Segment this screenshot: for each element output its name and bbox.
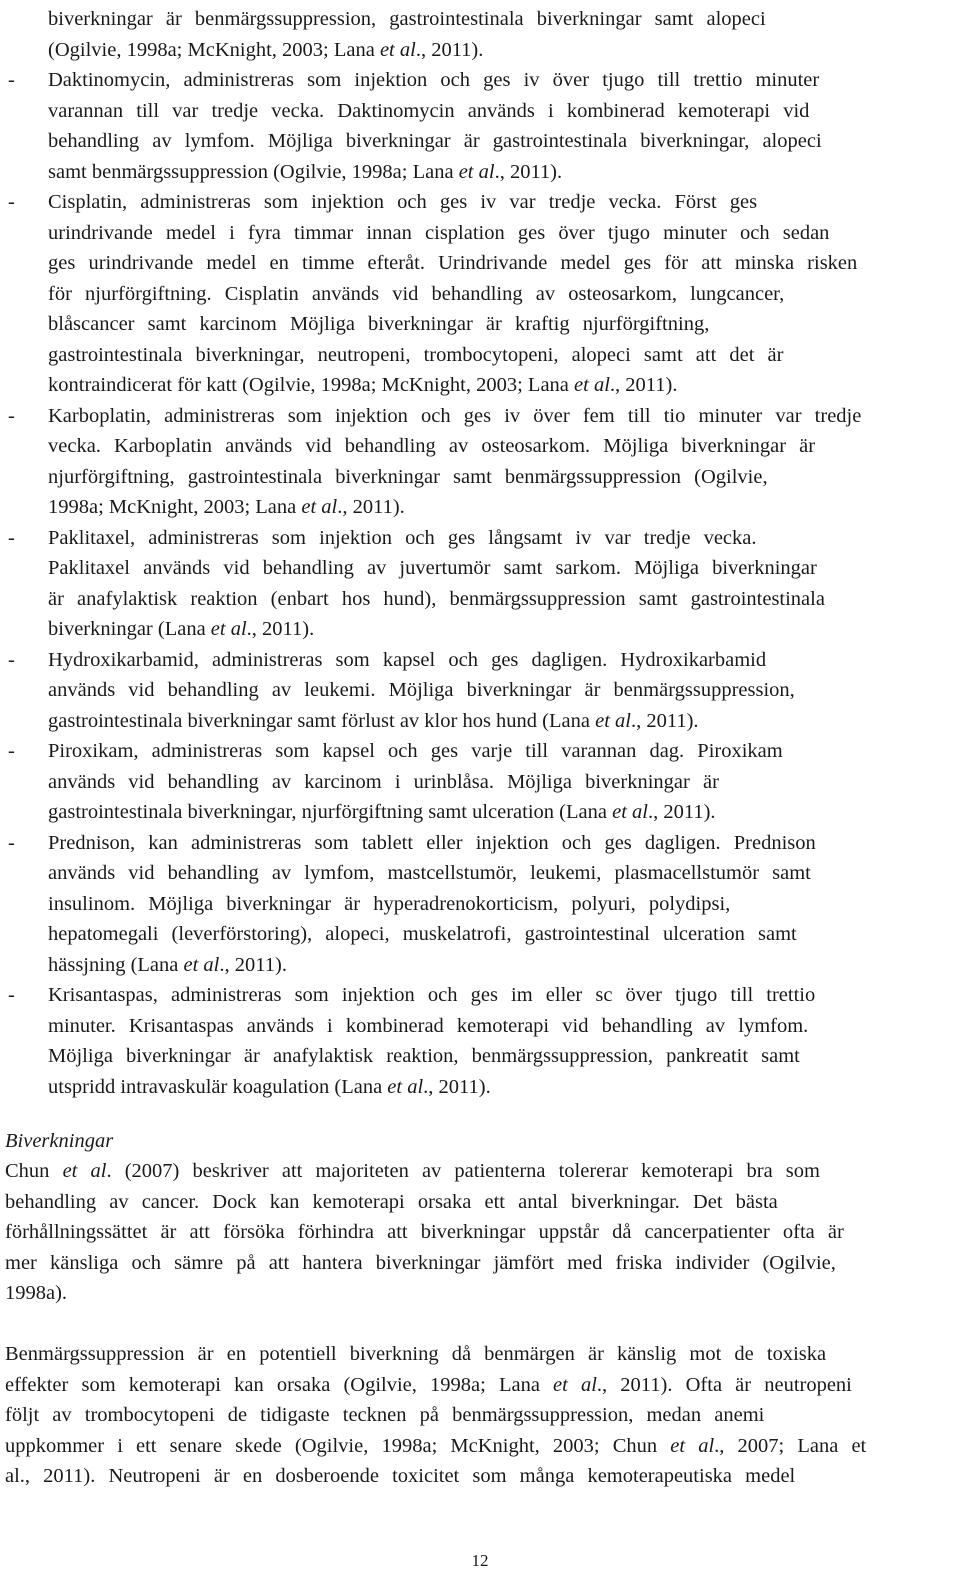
list-item-line: njurförgiftning, gastrointestinala biverkningar samt benmärgssuppression (Ogilvie, — [48, 465, 768, 488]
list-item-line: 1998a; McKnight, 2003; Lana et al., 2011). — [48, 496, 405, 518]
paragraph-line: Chun et al. (2007) beskriver att majoriteten av patienterna tolererar kemoterapi bra som — [5, 1160, 820, 1182]
list-item-line: kontraindicerat för katt (Ogilvie, 1998a; McKnight, 2003; Lana et al., 2011). — [48, 374, 678, 396]
list-item-line: varannan till var tredje vecka. Daktinomycin används i kombinerad kemoterapi vid — [48, 99, 810, 122]
list-item-line: är anafylaktisk reaktion (enbart hos hund), benmärgssuppression samt gastrointestinala — [48, 587, 825, 610]
bullet-dash: - — [8, 831, 15, 854]
bullet-dash: - — [8, 404, 15, 427]
list-item-first-line: Prednison, kan administreras som tablett eller injektion och ges dagligen. Prednison — [48, 831, 816, 854]
list-item-first-line: Paklitaxel, administreras som injektion och ges långsamt iv var tredje vecka. — [48, 526, 757, 549]
page-number: 12 — [471, 1551, 489, 1570]
list-item-line: blåscancer samt karcinom Möjliga biverkningar är kraftig njurförgiftning, — [48, 313, 710, 335]
bullet-dash: - — [8, 740, 15, 762]
paragraph-line: behandling av cancer. Dock kan kemoterapi orsaka ett antal biverkningar. Det bästa — [5, 1190, 778, 1213]
list-item-line: vecka. Karboplatin används vid behandling av osteosarkom. Möjliga biverkningar är — [48, 435, 816, 457]
list-item-line: minuter. Krisantaspas används i kombinerad kemoterapi vid behandling av lymfom. — [48, 1014, 809, 1037]
list-item-line: (Ogilvie, 1998a; McKnight, 2003; Lana et al., 2011). — [48, 38, 484, 61]
bullet-dash: - — [8, 191, 15, 213]
list-item-line: används vid behandling av leukemi. Möjliga biverkningar är benmärgssuppression, — [48, 679, 795, 701]
list-item-line: gastrointestinala biverkningar, neutropeni, trombocytopeni, alopeci samt att det är — [48, 343, 784, 366]
list-item-line: urindrivande medel i fyra timmar innan cisplation ges över tjugo minuter och sedan — [48, 221, 830, 244]
paragraph-line: uppkommer i ett senare skede (Ogilvie, 1998a; McKnight, 2003; Chun et al., 2007; Lana et — [5, 1434, 867, 1457]
paragraph-line: 1998a). — [5, 1282, 68, 1304]
paragraph-line: mer känsliga och sämre på att hantera biverkningar jämfört med friska individer (Ogilvie, — [5, 1251, 836, 1274]
paragraph-line: effekter som kemoterapi kan orsaka (Ogilvie, 1998a; Lana et al., 2011). Ofta är neutropeni — [5, 1373, 852, 1396]
list-item-line: biverkningar är benmärgssuppression, gastrointestinala biverkningar samt alopeci — [48, 8, 766, 30]
list-item-line: samt benmärgssuppression (Ogilvie, 1998a; Lana et al., 2011). — [48, 160, 563, 183]
list-item-first-line: Hydroxikarbamid, administreras som kapsel och ges dagligen. Hydroxikarbamid — [48, 648, 767, 671]
list-item-first-line: Daktinomycin, administreras som injektion och ges iv över tjugo till trettio minuter — [48, 69, 820, 91]
bullet-dash: - — [8, 984, 15, 1006]
bullet-dash: - — [8, 648, 15, 671]
list-item-line: används vid behandling av karcinom i urinblåsa. Möjliga biverkningar är — [48, 770, 719, 793]
list-item-line: gastrointestinala biverkningar samt förlust av klor hos hund (Lana et al., 2011). — [48, 709, 699, 732]
paragraph-line: Benmärgssuppression är en potentiell biverkning då benmärgen är känslig mot de toxiska — [5, 1343, 827, 1365]
list-item-first-line: Cisplatin, administreras som injektion och ges iv var tredje vecka. Först ges — [48, 191, 758, 213]
list-item-line: för njurförgiftning. Cisplatin används vid behandling av osteosarkom, lungcancer, — [48, 282, 785, 305]
list-item-first-line: Piroxikam, administreras som kapsel och ges varje till varannan dag. Piroxikam — [48, 740, 783, 762]
paragraph-line: förhållningssättet är att försöka förhindra att biverkningar uppstår då cancerpatienter ofta är — [5, 1221, 844, 1243]
list-item-line: används vid behandling av lymfom, mastcellstumör, leukemi, plasmacellstumör samt — [48, 862, 811, 884]
list-item-line: ges urindrivande medel en timme efteråt. Urindrivande medel ges för att minska risken — [48, 252, 858, 274]
bullet-dash: - — [8, 526, 15, 549]
paragraph-line: följt av trombocytopeni de tidigaste tecknen på benmärgssuppression, medan anemi — [5, 1404, 765, 1426]
list-item-line: hepatomegali (leverförstoring), alopeci, muskelatrofi, gastrointestinal ulceration samt — [48, 923, 797, 945]
bullet-dash: - — [8, 69, 15, 91]
list-item-first-line: Krisantaspas, administreras som injektion och ges im eller sc över tjugo till trettio — [48, 984, 816, 1006]
list-item-line: utspridd intravaskulär koagulation (Lana et al., 2011). — [48, 1075, 491, 1098]
list-item-first-line: Karboplatin, administreras som injektion och ges iv över fem till tio minuter var tredje — [48, 404, 862, 427]
list-item-line: hässjning (Lana et al., 2011). — [48, 953, 287, 976]
list-item-line: Möjliga biverkningar är anafylaktisk reaktion, benmärgssuppression, pankreatit samt — [48, 1045, 800, 1067]
list-item-line: behandling av lymfom. Möjliga biverkningar är gastrointestinala biverkningar, alopeci — [48, 130, 822, 152]
list-item-line: Paklitaxel används vid behandling av juvertumör samt sarkom. Möjliga biverkningar — [48, 557, 817, 579]
list-item-line: gastrointestinala biverkningar, njurförgiftning samt ulceration (Lana et al., 2011). — [48, 801, 716, 823]
paragraph-line: al., 2011). Neutropeni är en dosberoende toxicitet som många kemoterapeutiska medel — [5, 1465, 796, 1487]
list-item-line: biverkningar (Lana et al., 2011). — [48, 618, 315, 640]
list-item-line: insulinom. Möjliga biverkningar är hyperadrenokorticism, polyuri, polydipsi, — [48, 892, 731, 915]
section-heading: Biverkningar — [5, 1130, 114, 1152]
